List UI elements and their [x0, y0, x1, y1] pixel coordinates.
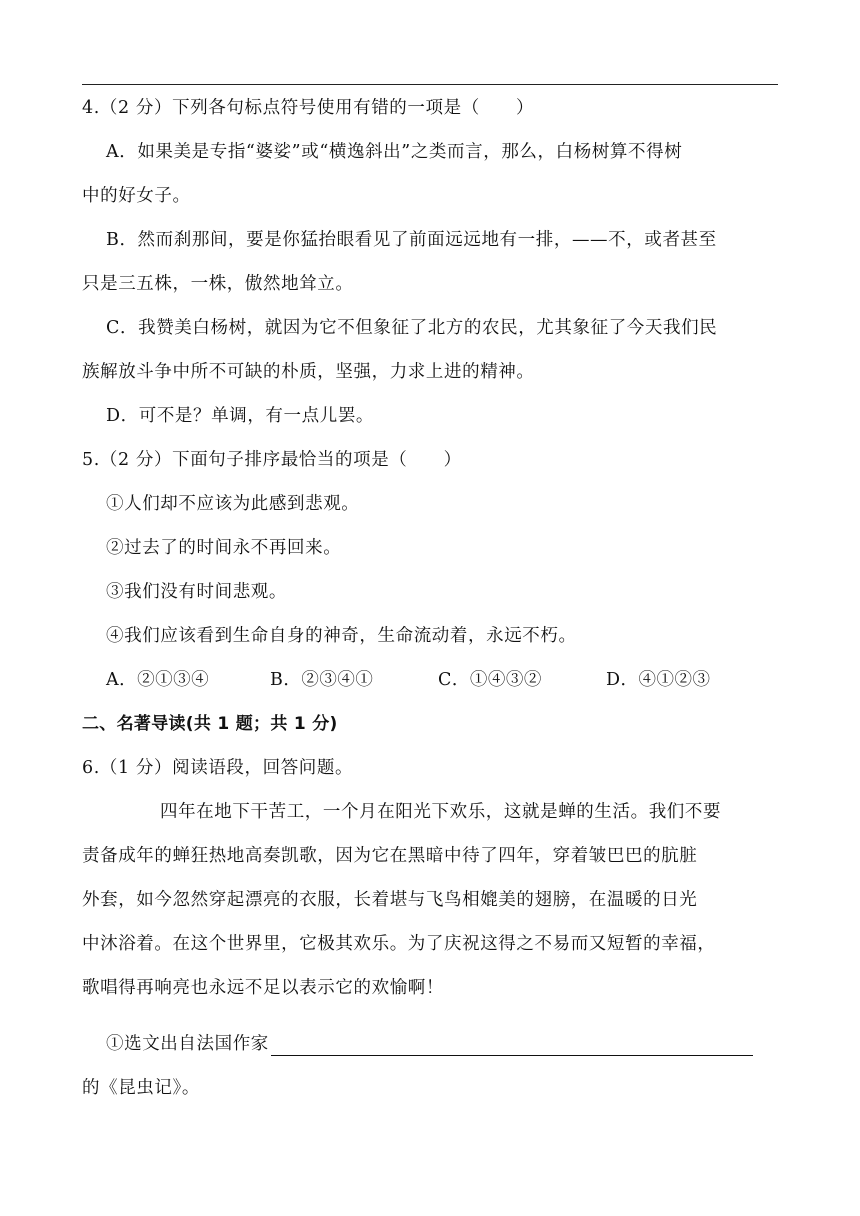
q4-option-d: D．可不是？单调，有一点儿罢。 [106, 406, 375, 426]
q6-passage-line5: 歌唱得再响亮也永远不足以表示它的欢愉啊！ [82, 978, 444, 998]
q5-option-a: A．②①③④ [106, 670, 210, 690]
section-heading: 二、名著导读(共 1 题；共 1 分) [82, 714, 338, 734]
q5-sentence-4: ④我们应该看到生命自身的神奇，生命流动着，永远不朽。 [106, 626, 577, 646]
q5-sentence-2: ②过去了的时间永不再回来。 [106, 538, 342, 558]
q6-passage-line2: 责备成年的蝉狂热地高奏凯歌，因为它在黑暗中待了四年，穿着皱巴巴的肮脏 [82, 846, 698, 866]
q4-stem: 4.（2 分）下列各句标点符号使用有错的一项是（ ） [82, 98, 535, 118]
q6-sub1-suffix: 的《昆虫记》。 [82, 1078, 200, 1098]
q4-option-c-line2: 族解放斗争中所不可缺的朴质，坚强，力求上进的精神。 [82, 362, 535, 382]
q5-option-c: C．①④③② [438, 670, 542, 690]
header-rule [82, 84, 778, 85]
q6-passage-line1: 四年在地下干苦工，一个月在阳光下欢乐，这就是蝉的生活。我们不要 [160, 802, 722, 822]
q6-sub1-prefix: ①选文出自法国作家 [106, 1034, 269, 1054]
q4-option-c-line1: C．我赞美白杨树，就因为它不但象征了北方的农民，尤其象征了今天我们民 [106, 318, 718, 338]
q5-option-b: B．②③④① [270, 670, 374, 690]
q4-option-b-line2: 只是三五株，一株，傲然地耸立。 [82, 274, 354, 294]
q6-stem: 6.（1 分）阅读语段，回答问题。 [82, 758, 354, 778]
q4-option-b-line1: B．然而刹那间，要是你猛抬眼看见了前面远远地有一排，——不，或者甚至 [106, 230, 717, 250]
q5-sentence-1: ①人们却不应该为此感到悲观。 [106, 494, 360, 514]
q6-passage-line4: 中沐浴着。在这个世界里，它极其欢乐。为了庆祝这得之不易而又短暂的幸福， [82, 934, 716, 954]
q5-stem: 5.（2 分）下面句子排序最恰当的项是（ ） [82, 450, 462, 470]
q5-option-d: D．④①②③ [606, 670, 711, 690]
answer-blank[interactable] [271, 1037, 753, 1056]
q6-passage-line3: 外套，如今忽然穿起漂亮的衣服，长着堪与飞鸟相媲美的翅膀，在温暖的日光 [82, 890, 698, 910]
q5-sentence-3: ③我们没有时间悲观。 [106, 582, 287, 602]
q6-sub1-line1 [106, 1032, 753, 1056]
q4-option-a-line2: 中的好女子。 [82, 186, 191, 206]
q4-option-a-line1: A．如果美是专指“婆娑”或“横逸斜出”之类而言，那么，白杨树算不得树 [106, 142, 683, 162]
